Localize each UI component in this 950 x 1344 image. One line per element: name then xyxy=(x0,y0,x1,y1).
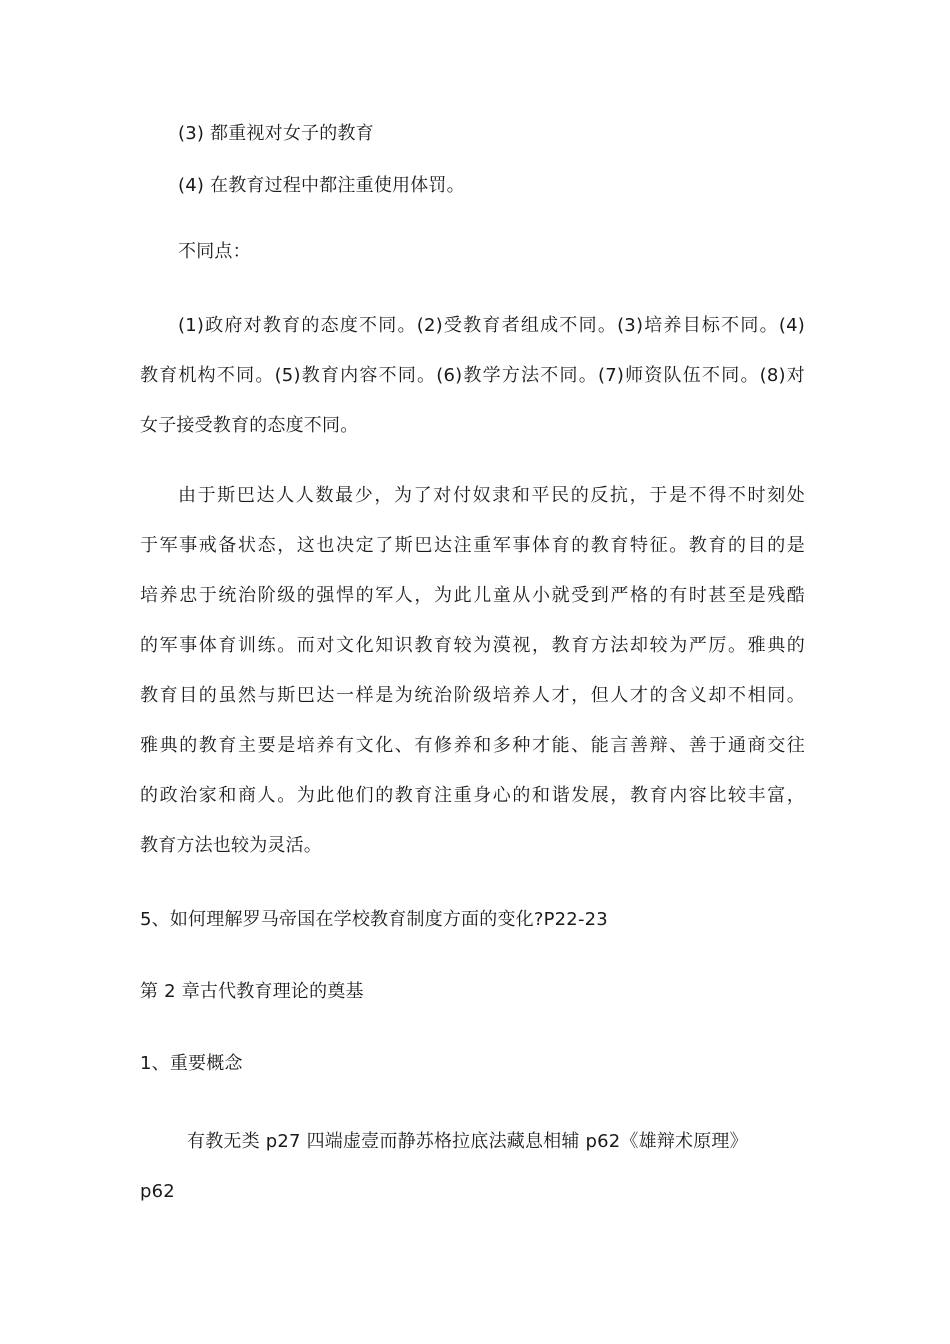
concepts-line-2: p62 xyxy=(140,1181,175,1202)
paragraph-line-6: 雅典的教育主要是培养有文化、有修养和多种才能、能言善辩、善于通商交往 xyxy=(140,735,805,756)
differences-heading: 不同点： xyxy=(178,241,251,262)
concepts-line-1: 有教无类 p27 四端虚壹而静苏格拉底法藏息相辅 p62《雄辩术原理》 xyxy=(187,1131,748,1152)
paragraph-line-1: 由于斯巴达人人数最少，为了对付奴隶和平民的反抗，于是不得不时刻处 xyxy=(178,485,805,506)
differences-line-3: 女子接受教育的态度不同。 xyxy=(140,415,359,436)
chapter-2-heading: 第 2 章古代教育理论的奠基 xyxy=(140,981,364,1002)
paragraph-line-7: 的政治家和商人。为此他们的教育注重身心的和谐发展，教育内容比较丰富， xyxy=(140,785,805,806)
paragraph-line-2: 于军事戒备状态，这也决定了斯巴达注重军事体育的教育特征。教育的目的是 xyxy=(140,535,805,556)
differences-line-2: 教育机构不同。(5)教育内容不同。(6)教学方法不同。(7)师资队伍不同。(8)对 xyxy=(140,365,805,386)
similarity-item-3: (3) 都重视对女子的教育 xyxy=(178,123,374,144)
similarity-item-4: (4) 在教育过程中都注重使用体罚。 xyxy=(178,175,465,196)
paragraph-line-8: 教育方法也较为灵活。 xyxy=(140,835,322,856)
paragraph-line-3: 培养忠于统治阶级的强悍的军人，为此儿童从小就受到严格的有时甚至是残酷 xyxy=(140,585,805,606)
section-key-concepts: 1、重要概念 xyxy=(140,1053,243,1074)
paragraph-line-5: 教育目的虽然与斯巴达一样是为统治阶级培养人才，但人才的含义却不相同。 xyxy=(140,685,805,706)
differences-line-1: (1)政府对教育的态度不同。(2)受教育者组成不同。(3)培养目标不同。(4) xyxy=(178,315,805,336)
paragraph-line-4: 的军事体育训练。而对文化知识教育较为漠视，教育方法却较为严厉。雅典的 xyxy=(140,635,805,656)
question-5: 5、如何理解罗马帝国在学校教育制度方面的变化?P22-23 xyxy=(140,909,608,930)
